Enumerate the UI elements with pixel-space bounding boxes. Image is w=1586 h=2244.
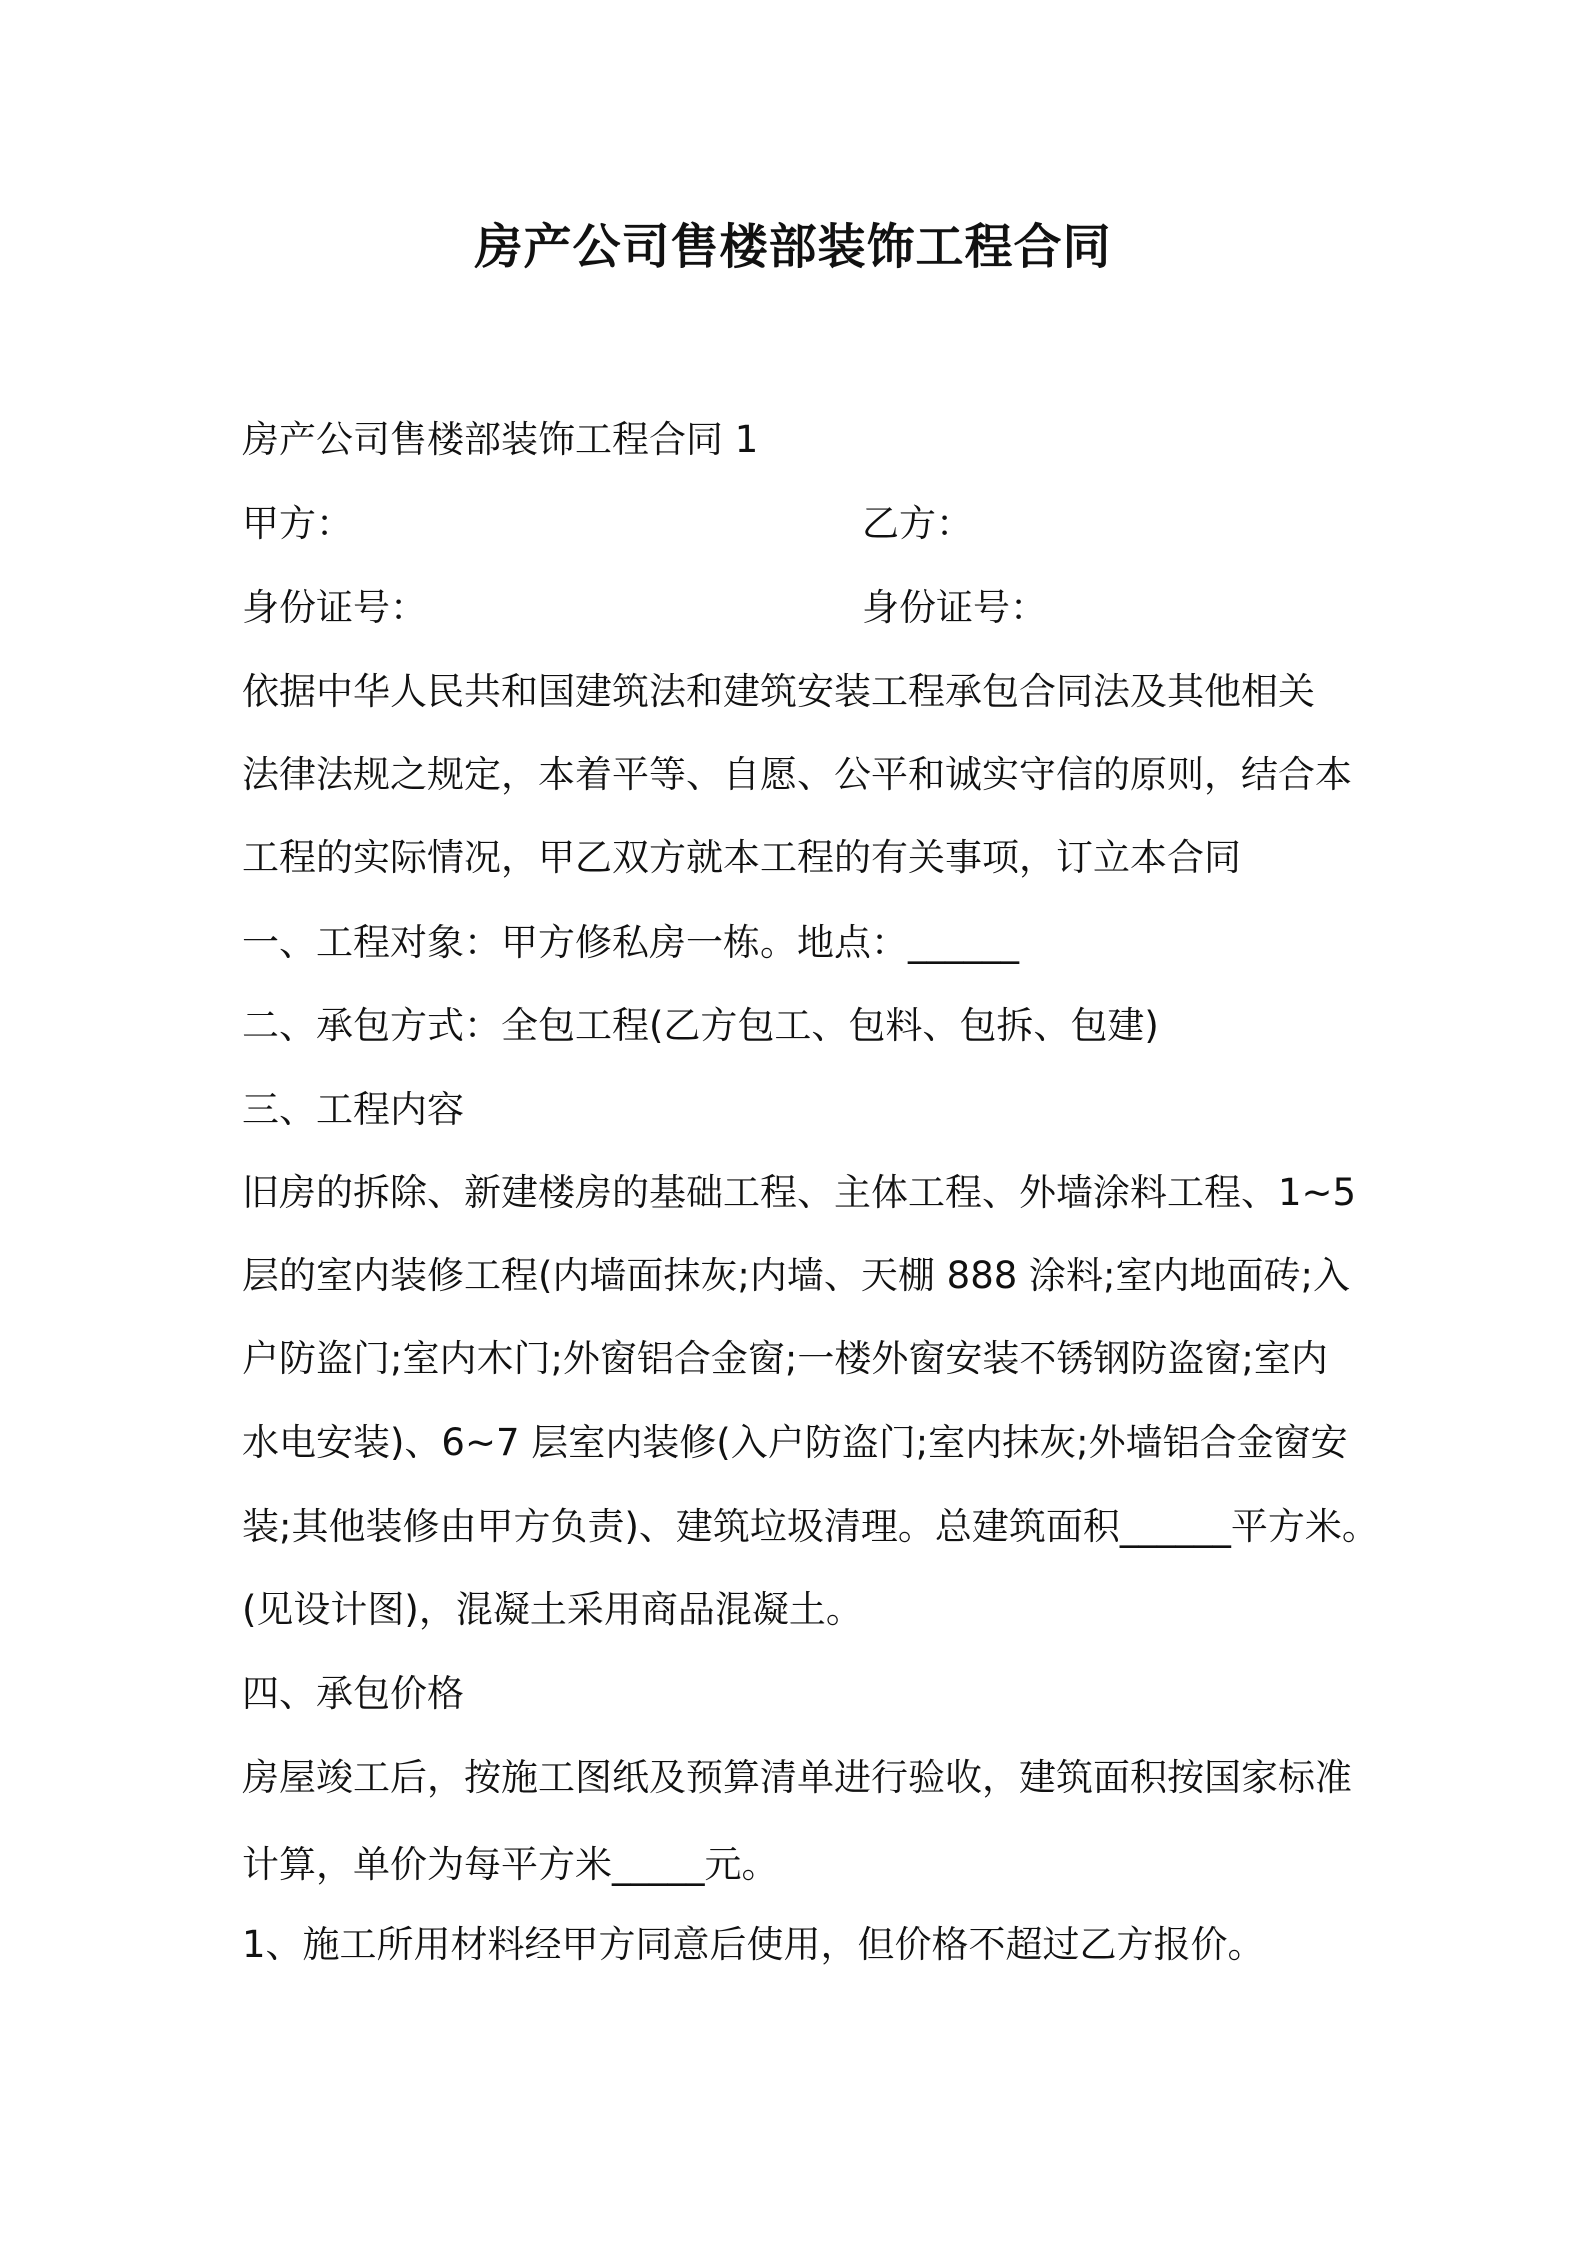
party-a-label: 甲方：: [242, 502, 353, 545]
clause-4-line: 计算，单价为每平方米_____元。: [242, 1843, 779, 1886]
clause-3-line: (见设计图)，混凝土采用商品混凝土。: [242, 1588, 863, 1631]
clause-3-line: 装;其他装修由甲方负责)、建筑垃圾清理。总建筑面积______平方米。: [242, 1505, 1379, 1548]
party-b-id-label: 身份证号：: [862, 586, 1047, 629]
document-subtitle: 房产公司售楼部装饰工程合同 1: [242, 418, 759, 461]
party-a-id-label: 身份证号：: [242, 586, 427, 629]
intro-line: 工程的实际情况，甲乙双方就本工程的有关事项，订立本合同: [242, 836, 1241, 879]
clause-1: 一、工程对象：甲方修私房一栋。地点：______: [242, 921, 1019, 964]
clause-3-heading: 三、工程内容: [242, 1088, 464, 1131]
intro-line: 法律法规之规定，本着平等、自愿、公平和诚实守信的原则，结合本: [242, 753, 1352, 796]
clause-4-line: 房屋竣工后，按施工图纸及预算清单进行验收，建筑面积按国家标准: [242, 1756, 1352, 1799]
clause-3-line: 层的室内装修工程(内墙面抹灰;内墙、天棚 888 涂料;室内地面砖;入: [242, 1254, 1350, 1297]
item-1: 1、施工所用材料经甲方同意后使用，但价格不超过乙方报价。: [242, 1923, 1265, 1966]
clause-3-line: 户防盗门;室内木门;外窗铝合金窗;一楼外窗安装不锈钢防盗窗;室内: [242, 1337, 1328, 1380]
party-b-label: 乙方：: [862, 502, 973, 545]
clause-4-heading: 四、承包价格: [242, 1672, 464, 1715]
intro-line: 依据中华人民共和国建筑法和建筑安装工程承包合同法及其他相关: [242, 670, 1315, 713]
clause-2: 二、承包方式：全包工程(乙方包工、包料、包拆、包建): [242, 1004, 1159, 1047]
document-title: 房产公司售楼部装饰工程合同: [474, 219, 1112, 275]
clause-3-line: 水电安装)、6~7 层室内装修(入户防盗门;室内抹灰;外墙铝合金窗安: [242, 1421, 1348, 1464]
clause-3-line: 旧房的拆除、新建楼房的基础工程、主体工程、外墙涂料工程、1~5: [242, 1171, 1357, 1214]
